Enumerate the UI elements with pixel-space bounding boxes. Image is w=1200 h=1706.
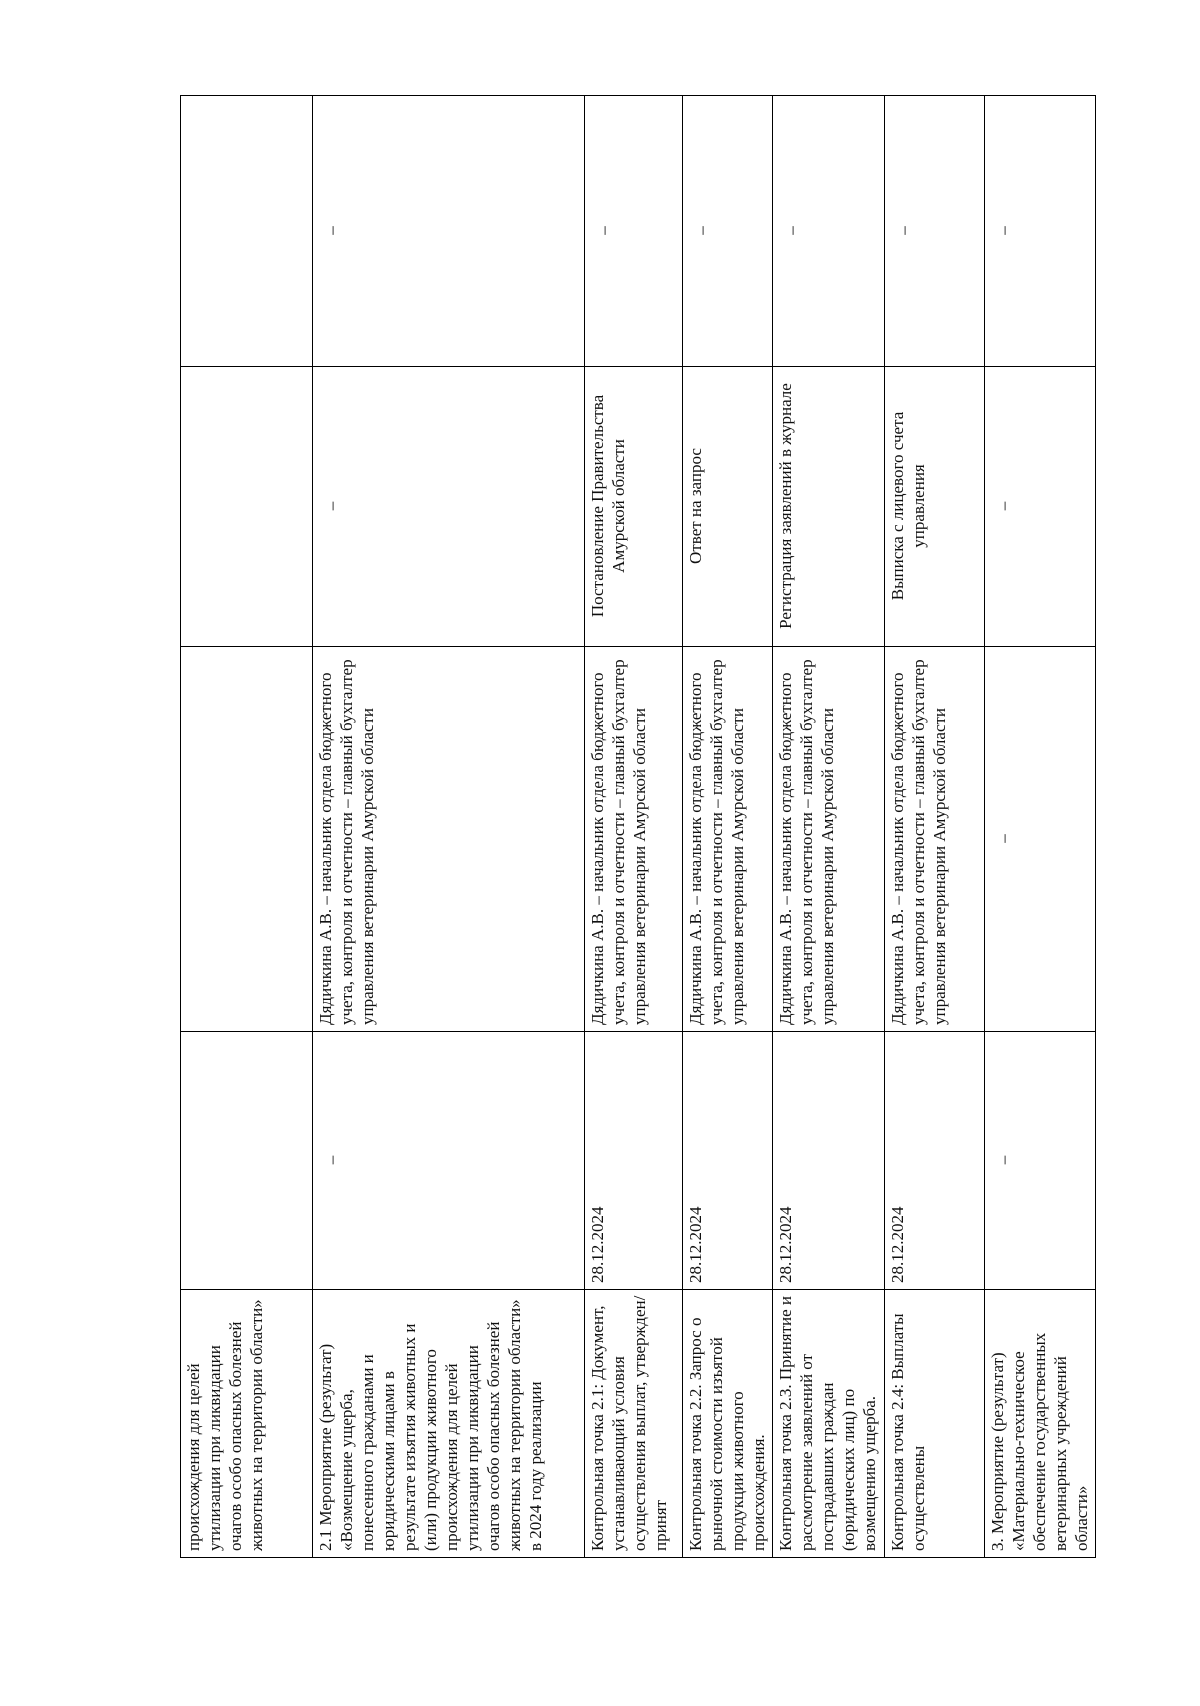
cell-document	[181, 367, 313, 647]
cell-date: 28.12.2024	[885, 1032, 985, 1290]
cell-date: 28.12.2024	[773, 1032, 885, 1290]
table-row	[773, 96, 885, 1558]
table-row	[313, 96, 585, 1558]
table-row	[683, 96, 773, 1558]
table-row	[885, 96, 985, 1558]
cell-document: Ответ на запрос	[683, 367, 773, 647]
cell-name: Контрольная точка 2.3. Принятие и рассмотрение заявлений от пострадавших граждан (юридических лиц) по возмещению ущерба.	[773, 1290, 885, 1558]
cell-document: Регистрация заявлений в журнале	[773, 367, 885, 647]
table-row	[985, 96, 1096, 1558]
cell-last: –	[585, 96, 683, 367]
cell-last: –	[683, 96, 773, 367]
cell-responsible	[181, 647, 313, 1032]
cell-last: –	[773, 96, 885, 367]
cell-name: Контрольная точка 2.4: Выплаты осуществлены	[885, 1290, 985, 1558]
cell-document: Постановление Правительства Амурской области	[585, 367, 683, 647]
cell-responsible: Дядичкина А.В. – начальник отдела бюджетного учета, контроля и отчетности – главный бухгалтер управления ветеринарии Амурской области	[773, 647, 885, 1032]
cell-last: –	[885, 96, 985, 367]
cell-responsible: Дядичкина А.В. – начальник отдела бюджетного учета, контроля и отчетности – главный бухгалтер управления ветеринарии Амурской области	[585, 647, 683, 1032]
cell-document: –	[313, 367, 585, 647]
cell-document: Выписка с лицевого счета управления	[885, 367, 985, 647]
cell-date: –	[313, 1032, 585, 1290]
cell-date	[181, 1032, 313, 1290]
table-row	[585, 96, 683, 1558]
cell-date: 28.12.2024	[585, 1032, 683, 1290]
cell-name: Контрольная точка 2.2. Запрос о рыночной стоимости изъятой продукции животного происхождения.	[683, 1290, 773, 1558]
cell-name: происхождения для целей утилизации при ликвидации очагов особо опасных болезней животных на территории области»	[181, 1290, 313, 1558]
cell-name: Контрольная точка 2.1: Документ, устанавливающий условия осуществления выплат, утвержден/принят	[585, 1290, 683, 1558]
control-points-table	[180, 95, 1096, 1558]
cell-responsible: Дядичкина А.В. – начальник отдела бюджетного учета, контроля и отчетности – главный бухгалтер управления ветеринарии Амурской области	[683, 647, 773, 1032]
cell-name: 3. Мероприятие (результат) «Материально-техническое обеспечение государственных ветеринарных учреждений области»	[985, 1290, 1096, 1558]
cell-last: –	[985, 96, 1096, 367]
cell-last	[181, 96, 313, 367]
cell-last: –	[313, 96, 585, 367]
cell-responsible: Дядичкина А.В. – начальник отдела бюджетного учета, контроля и отчетности – главный бухгалтер управления ветеринарии Амурской области	[313, 647, 585, 1032]
table-row	[181, 96, 313, 1558]
cell-responsible: –	[985, 647, 1096, 1032]
cell-date: –	[985, 1032, 1096, 1290]
cell-responsible: Дядичкина А.В. – начальник отдела бюджетного учета, контроля и отчетности – главный бухгалтер управления ветеринарии Амурской области	[885, 647, 985, 1032]
cell-name: 2.1 Мероприятие (результат) «Возмещение ущерба, понесенного гражданами и юридическими лицами в результате изъятия животных и (или) продукции животного происхождения для целей утилизации при ликвидации очагов особо опасных болезней животных на территории области» в 2024 году реализации	[313, 1290, 585, 1558]
cell-date: 28.12.2024	[683, 1032, 773, 1290]
cell-document: –	[985, 367, 1096, 647]
